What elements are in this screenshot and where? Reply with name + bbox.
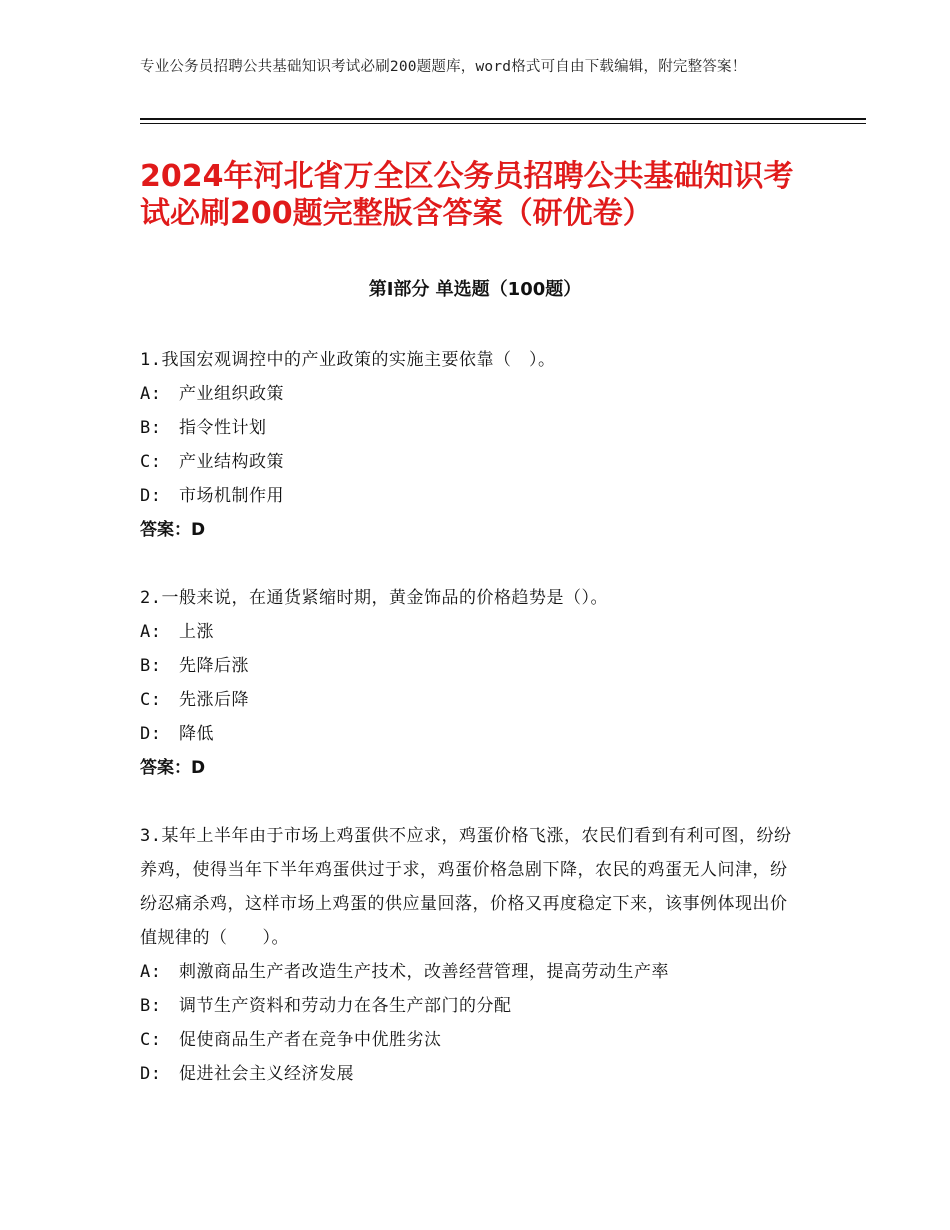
answer: 答案：D: [140, 520, 206, 540]
option-b: B: 调节生产资料和劳动力在各生产部门的分配: [140, 996, 512, 1016]
option-a: A: 上涨: [140, 622, 214, 642]
option-d: D: 降低: [140, 724, 214, 744]
header-note: 专业公务员招聘公共基础知识考试必刷200题题库，word格式可自由下载编辑，附完整答案！: [140, 59, 747, 75]
question-text: 2.一般来说，在通货紧缩时期，黄金饰品的价格趋势是（）。: [140, 588, 608, 608]
question-1: [140, 343, 800, 547]
section-title: 第Ⅰ部分 单选题（100题）: [368, 279, 582, 300]
option-d: D: 促进社会主义经济发展: [140, 1064, 354, 1084]
question-2: [140, 581, 800, 785]
option-a: A: 刺激商品生产者改造生产技术，改善经营管理，提高劳动生产率: [140, 962, 669, 982]
header-rule-thin: [140, 123, 866, 124]
question-list: [140, 343, 800, 1125]
option-d: D: 市场机制作用: [140, 486, 284, 506]
question-text: 1.我国宏观调控中的产业政策的实施主要依靠（ ）。: [140, 350, 556, 370]
option-c: C: 促使商品生产者在竞争中优胜劣汰: [140, 1030, 442, 1050]
option-b: B: 先降后涨: [140, 656, 249, 676]
option-c: C: 先涨后降: [140, 690, 249, 710]
question-text: 3.某年上半年由于市场上鸡蛋供不应求，鸡蛋价格飞涨，农民们看到有利可图，纷纷养鸡，使得当年下半年鸡蛋供过于求，鸡蛋价格急剧下降，农民的鸡蛋无人问津，纷纷忍痛杀鸡，这样市场上鸡蛋的供应量回落，价格又再度稳定下来，该事例体现出价值规律的（ ）。: [140, 826, 792, 948]
option-b: B: 指令性计划: [140, 418, 267, 438]
answer: 答案：D: [140, 758, 206, 778]
option-a: A: 产业组织政策: [140, 384, 284, 404]
header-rule-thick: [140, 118, 866, 120]
question-3: [140, 819, 800, 1091]
document-title: 2024年河北省万全区公务员招聘公共基础知识考试必刷200题完整版含答案（研优卷）: [140, 159, 794, 231]
option-c: C: 产业结构政策: [140, 452, 284, 472]
